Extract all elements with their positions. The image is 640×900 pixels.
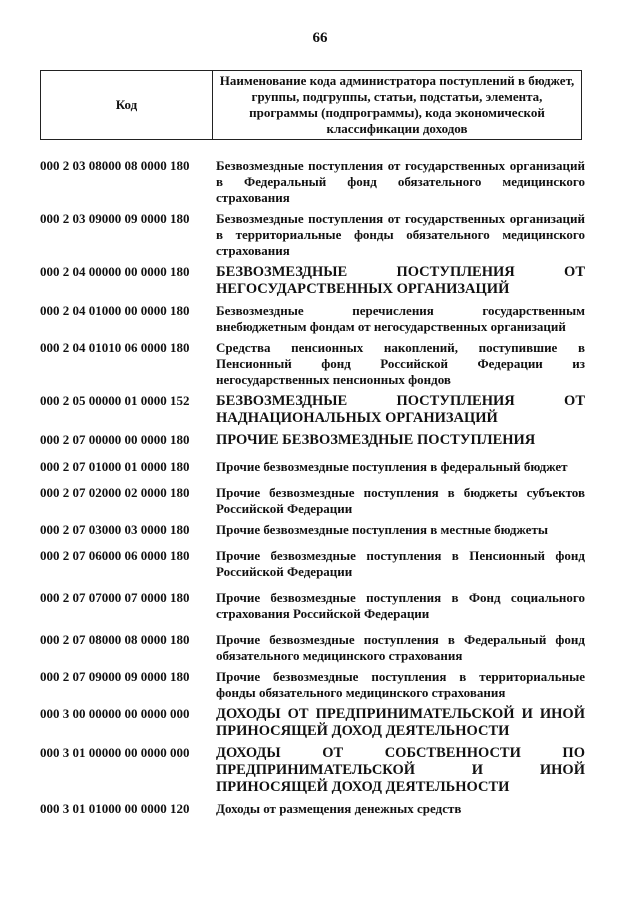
row-code: 000 2 07 07000 07 0000 180 (40, 590, 190, 605)
table-row (40, 801, 585, 817)
row-description: Безвозмездные поступления от государственных организаций в Федеральный фонд обязательного медицинского страхования (216, 158, 585, 205)
row-code: 000 3 01 01000 00 0000 120 (40, 801, 190, 816)
row-description: Прочие безвозмездные поступления в местные бюджеты (216, 522, 548, 537)
row-description: ДОХОДЫ ОТ ПРЕДПРИНИМАТЕЛЬСКОЙ И ИНОЙ ПРИНОСЯЩЕЙ ДОХОД ДЕЯТЕЛЬНОСТИ (216, 706, 585, 739)
name-column-header: Наименование кода администратора поступлений в бюджет, группы, подгруппы, статьи, подстатьи, элемента, программы (подпрограммы), кода экономической классификации доходов (213, 71, 582, 140)
table-row (40, 303, 585, 335)
row-code: 000 3 01 00000 00 0000 000 (40, 745, 190, 760)
row-code: 000 2 07 06000 06 0000 180 (40, 548, 190, 563)
classification-list (40, 158, 585, 822)
row-description: Безвозмездные перечисления государственным внебюджетным фондам от негосударственных организаций (216, 303, 585, 334)
table-row (40, 211, 585, 259)
page-number: 66 (312, 30, 328, 46)
row-description: Прочие безвозмездные поступления в федеральный бюджет (216, 459, 568, 474)
row-description: Доходы от размещения денежных средств (216, 801, 462, 816)
header-table (40, 70, 582, 140)
table-row (40, 632, 585, 664)
row-description: Прочие безвозмездные поступления в бюджеты субъектов Российской Федерации (216, 485, 585, 516)
table-row (40, 548, 585, 580)
row-description: Прочие безвозмездные поступления в Пенсионный фонд Российской Федерации (216, 548, 585, 579)
row-code: 000 2 04 00000 00 0000 180 (40, 264, 190, 279)
row-description: Прочие безвозмездные поступления в территориальные фонды обязательного медицинского страхования (216, 669, 585, 700)
row-code: 000 2 07 01000 01 0000 180 (40, 459, 190, 474)
row-description: Прочие безвозмездные поступления в Фонд социального страхования Российской Федерации (216, 590, 585, 621)
row-code: 000 2 04 01000 00 0000 180 (40, 303, 190, 318)
row-code: 000 3 00 00000 00 0000 000 (40, 706, 190, 721)
row-code: 000 2 03 08000 08 0000 180 (40, 158, 190, 173)
table-row (40, 340, 585, 388)
header-row (41, 71, 582, 140)
row-code: 000 2 07 08000 08 0000 180 (40, 632, 190, 647)
table-row (40, 158, 585, 206)
table-row (40, 485, 585, 517)
table-row (40, 745, 585, 796)
table-row (40, 522, 585, 538)
row-code: 000 2 05 00000 01 0000 152 (40, 393, 190, 408)
row-description: Средства пенсионных накоплений, поступившие в Пенсионный фонд Российской Федерации из негосударственных пенсионных фондов (216, 340, 585, 387)
row-code: 000 2 07 09000 09 0000 180 (40, 669, 190, 684)
table-row (40, 706, 585, 740)
code-column-header: Код (41, 71, 213, 140)
row-code: 000 2 07 03000 03 0000 180 (40, 522, 190, 537)
table-row (40, 432, 585, 449)
row-code: 000 2 07 02000 02 0000 180 (40, 485, 190, 500)
table-row (40, 590, 585, 622)
table-row (40, 669, 585, 701)
row-description: Прочие безвозмездные поступления в Федеральный фонд обязательного медицинского страхования (216, 632, 585, 663)
table-row (40, 459, 585, 475)
row-description: ПРОЧИЕ БЕЗВОЗМЕЗДНЫЕ ПОСТУПЛЕНИЯ (216, 432, 536, 448)
row-description: Безвозмездные поступления от государственных организаций в территориальные фонды обязательного медицинского страхования (216, 211, 585, 258)
row-code: 000 2 04 01010 06 0000 180 (40, 340, 190, 355)
table-row (40, 393, 585, 427)
row-description: БЕЗВОЗМЕЗДНЫЕ ПОСТУПЛЕНИЯ ОТ НЕГОСУДАРСТВЕННЫХ ОРГАНИЗАЦИЙ (216, 264, 585, 297)
row-description: ДОХОДЫ ОТ СОБСТВЕННОСТИ ПО ПРЕДПРИНИМАТЕЛЬСКОЙ И ИНОЙ ПРИНОСЯЩЕЙ ДОХОД ДЕЯТЕЛЬНОСТИ (216, 745, 585, 795)
row-code: 000 2 07 00000 00 0000 180 (40, 432, 190, 447)
row-code: 000 2 03 09000 09 0000 180 (40, 211, 190, 226)
row-description: БЕЗВОЗМЕЗДНЫЕ ПОСТУПЛЕНИЯ ОТ НАДНАЦИОНАЛЬНЫХ ОРГАНИЗАЦИЙ (216, 393, 585, 426)
table-row (40, 264, 585, 298)
